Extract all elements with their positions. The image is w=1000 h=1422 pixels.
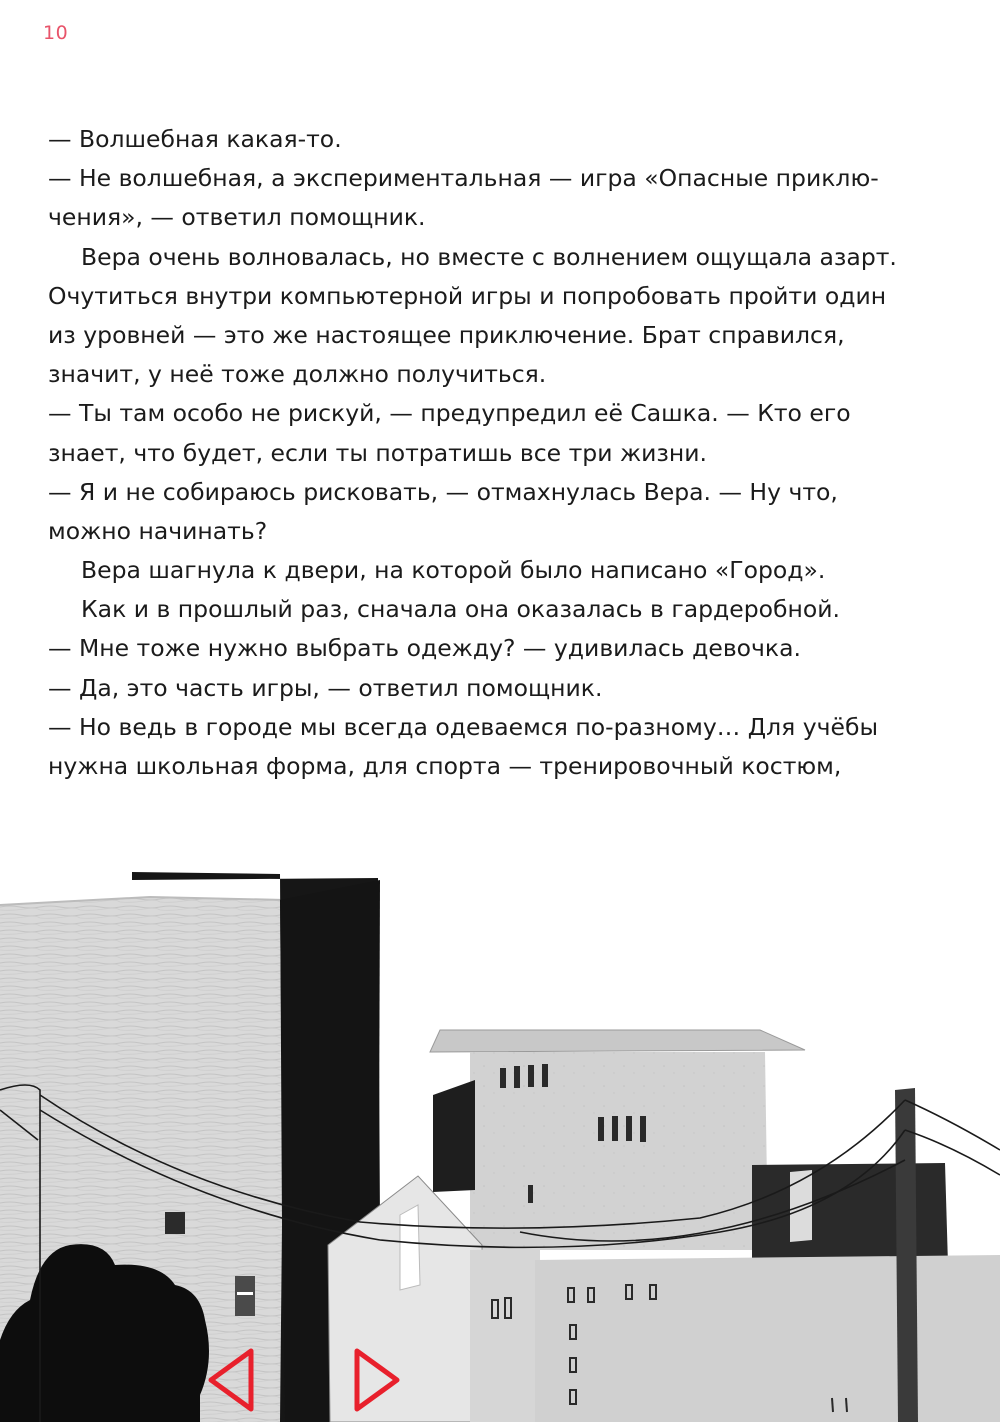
- text-line-12: Вера шагнула к двери, на которой было написано «Город».: [81, 556, 826, 585]
- triangle-left-outline-icon: [206, 1346, 256, 1414]
- text-line-15: — Да, это часть игры, — ответил помощник.: [48, 673, 603, 702]
- text-line-5: Очутиться внутри компьютерной игры и попробовать пройти один: [48, 281, 887, 310]
- triangle-right-outline-icon: [352, 1346, 402, 1414]
- page-number: 10: [43, 22, 69, 44]
- text-line-16: — Но ведь в городе мы всегда одеваемся по-разному… Для учёбы: [48, 712, 879, 741]
- text-line-14: — Мне тоже нужно выбрать одежду? — удивилась девочка.: [48, 634, 801, 663]
- city-illustration: [0, 860, 1000, 1422]
- text-line-7: значит, у неё тоже должно получиться.: [48, 360, 547, 389]
- text-line-6: из уровней — это же настоящее приключение. Брат справился,: [48, 320, 845, 349]
- text-line-4: Вера очень волновалась, но вместе с волнением ощущала азарт.: [81, 242, 897, 271]
- text-line-10: — Я и не собираюсь рисковать, — отмахнулась Вера. — Ну что,: [48, 477, 838, 506]
- text-line-1: — Волшебная какая-то.: [48, 125, 342, 153]
- text-line-11: можно начинать?: [48, 516, 268, 545]
- text-line-17: нужна школьная форма, для спорта — тренировочный костюм,: [48, 752, 842, 780]
- dark-right-building: [752, 1163, 948, 1268]
- text-line-9: знает, что будет, если ты потратишь все три жизни.: [48, 438, 707, 467]
- text-line-8: — Ты там особо не рискуй, — предупредил её Сашка. — Кто его: [48, 399, 851, 428]
- text-line-3: чения», — ответил помощник.: [48, 203, 426, 232]
- text-line-2: — Не волшебная, а экспериментальная — игра «Опасные приклю-: [48, 164, 879, 193]
- center-house: [430, 1030, 805, 1250]
- text-line-13: Как и в прошлый раз, сначала она оказалась в гардеробной.: [81, 595, 841, 624]
- lower-right-building: [470, 1248, 1000, 1422]
- story-text: [48, 120, 948, 786]
- next-page-button[interactable]: [352, 1346, 402, 1414]
- previous-page-button[interactable]: [206, 1346, 256, 1414]
